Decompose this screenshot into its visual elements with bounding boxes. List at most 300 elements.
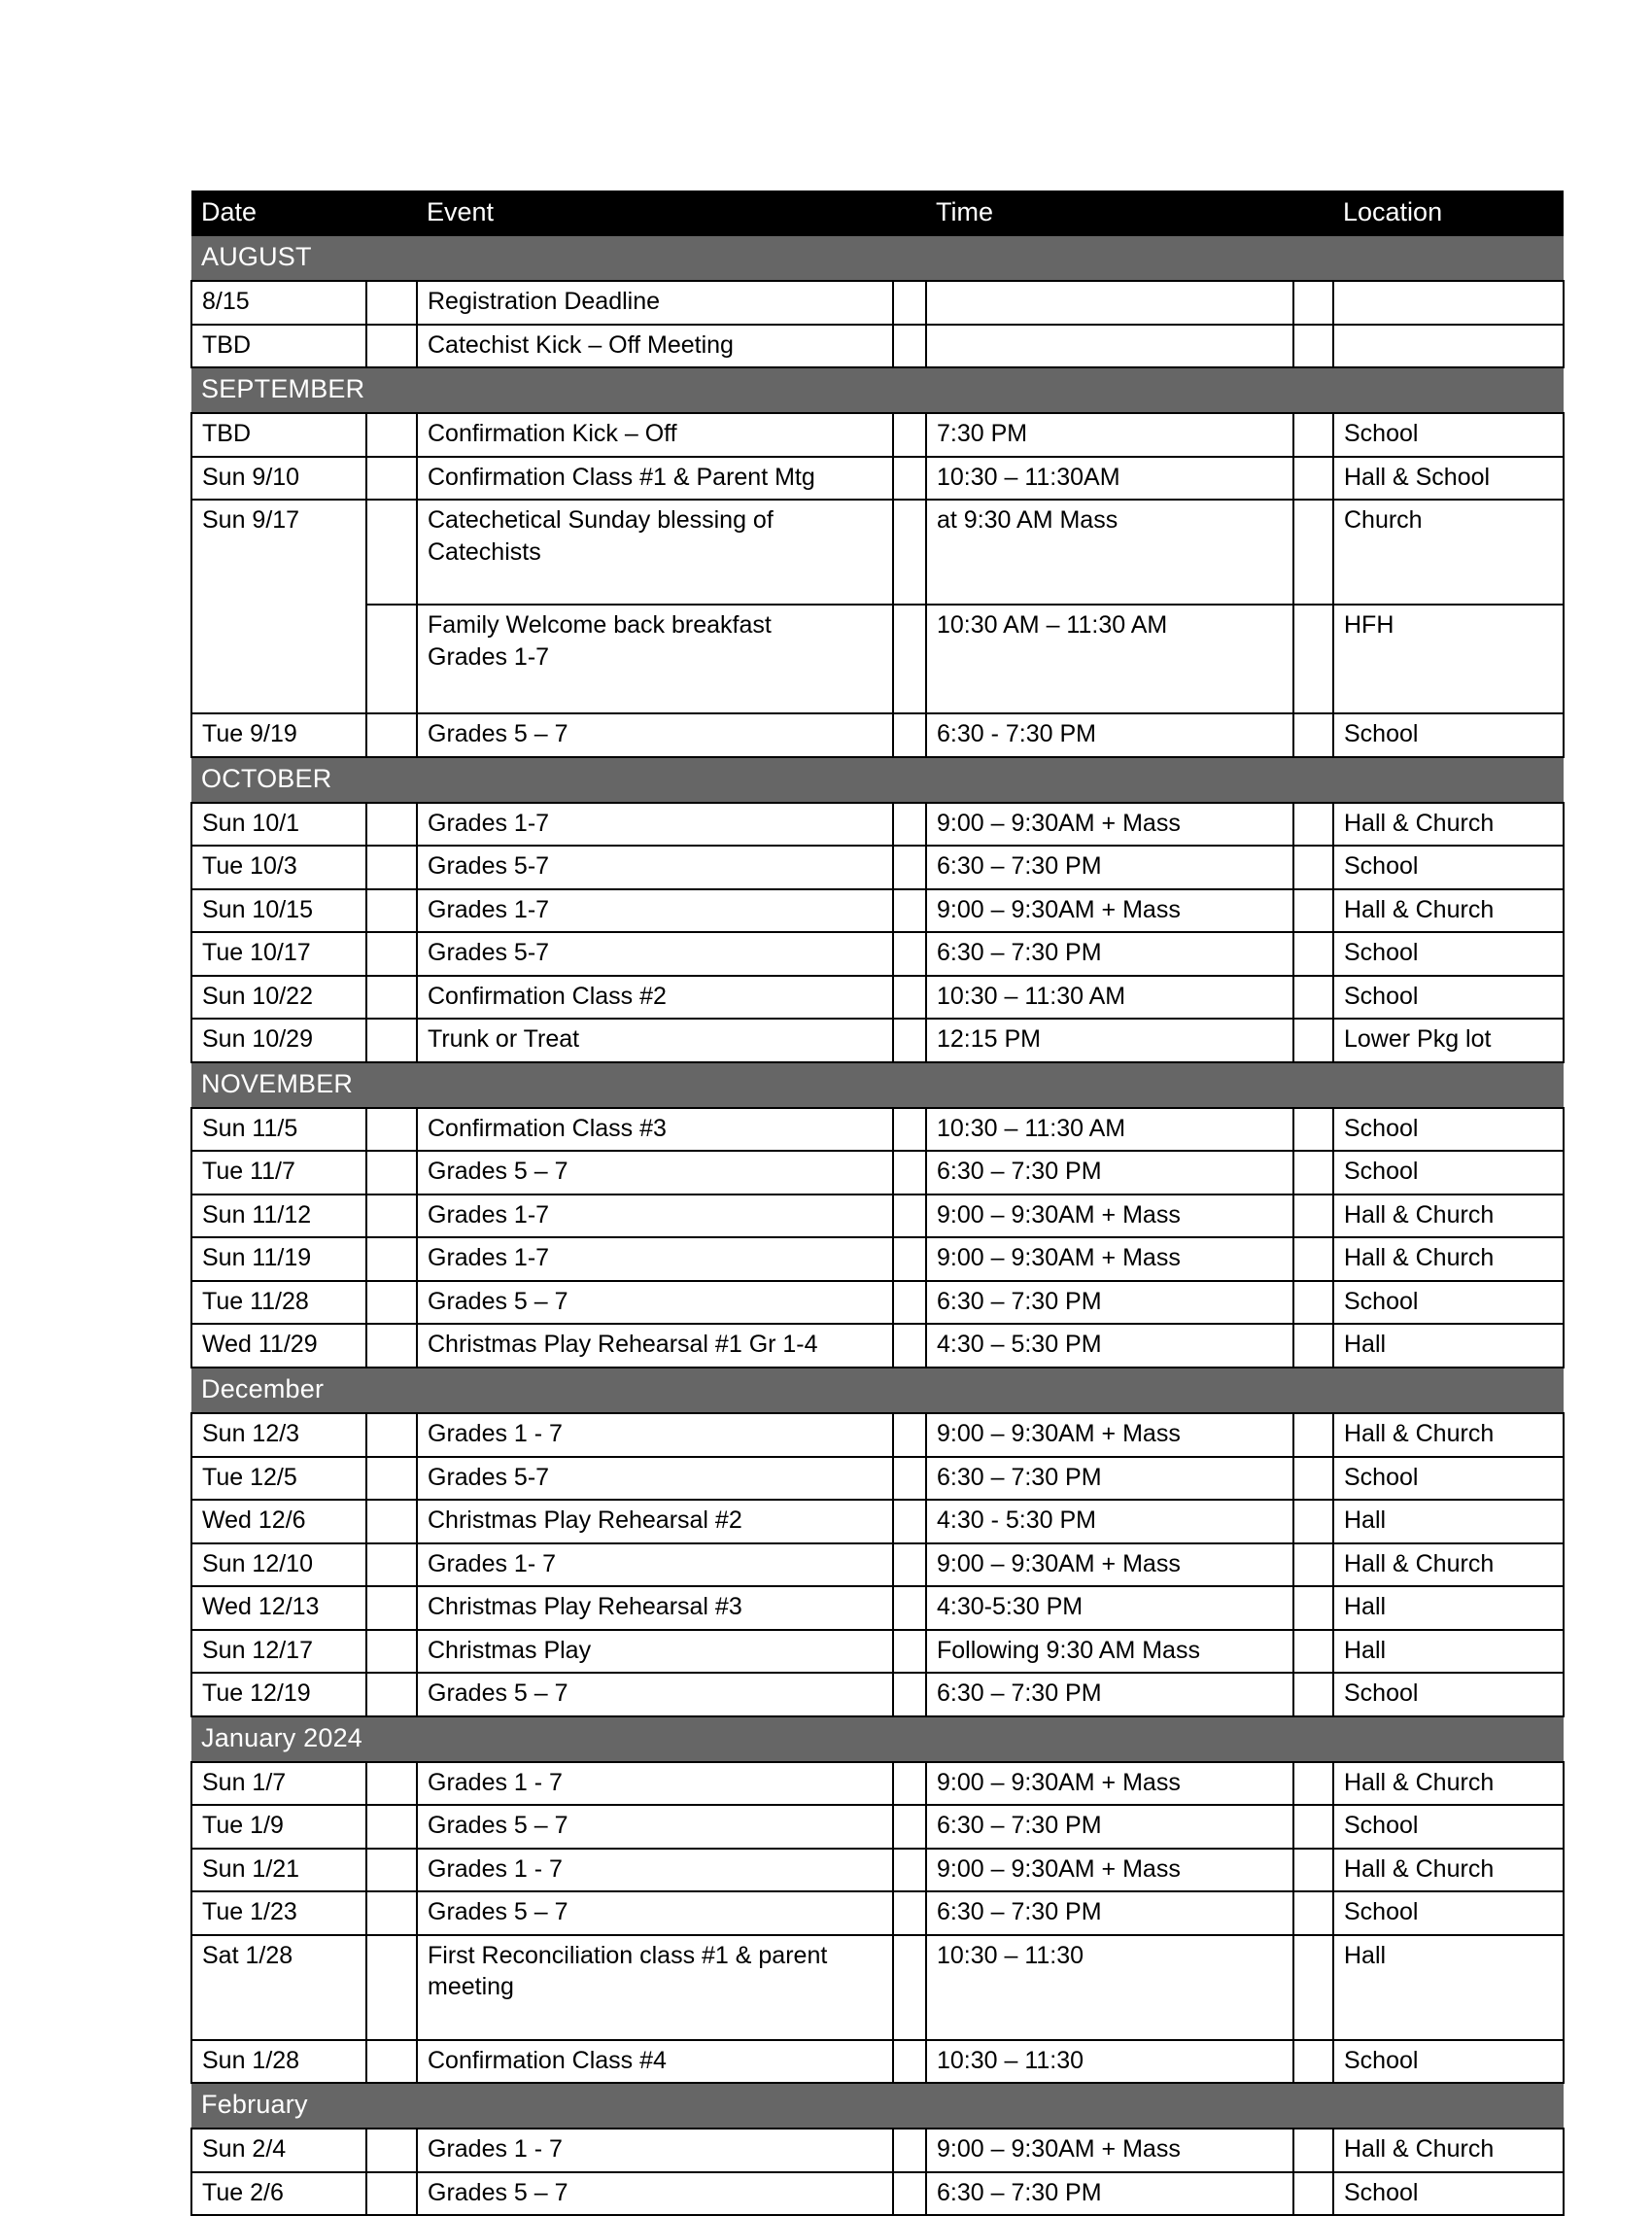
cell-location: Hall — [1333, 1500, 1564, 1543]
cell-spacer — [366, 1281, 417, 1325]
cell-date: Tue 2/6 — [191, 2172, 366, 2216]
cell-time: 10:30 – 11:30AM — [926, 457, 1293, 501]
cell-event: Grades 1-7 — [417, 803, 893, 847]
month-label: February — [191, 2083, 1564, 2129]
month-label: SEPTEMBER — [191, 367, 1564, 413]
cell-spacer — [893, 976, 926, 1020]
cell-spacer — [366, 713, 417, 757]
column-header-location: Location — [1333, 190, 1564, 236]
cell-spacer — [893, 1237, 926, 1281]
cell-spacer — [1293, 2129, 1333, 2172]
cell-time: 4:30 - 5:30 PM — [926, 1500, 1293, 1543]
table-row — [191, 1543, 1564, 1587]
month-band-february — [191, 2083, 1564, 2129]
cell-event: Grades 1 - 7 — [417, 1413, 893, 1457]
cell-spacer — [1293, 932, 1333, 976]
cell-spacer — [893, 413, 926, 457]
cell-spacer — [366, 846, 417, 889]
cell-spacer — [1293, 1500, 1333, 1543]
cell-spacer — [893, 1324, 926, 1368]
cell-event-line: Family Welcome back breakfast — [428, 611, 772, 640]
cell-date: Sun 1/21 — [191, 1849, 366, 1892]
cell-time: 6:30 - 7:30 PM — [926, 713, 1293, 757]
cell-spacer — [893, 605, 926, 713]
cell-spacer — [366, 889, 417, 933]
table-row — [191, 281, 1564, 325]
month-label: NOVEMBER — [191, 1062, 1564, 1108]
cell-date: Wed 11/29 — [191, 1324, 366, 1368]
cell-spacer — [366, 1935, 417, 2040]
cell-event: Grades 5 – 7 — [417, 1281, 893, 1325]
month-band-december — [191, 1368, 1564, 1413]
cell-location: Hall — [1333, 1324, 1564, 1368]
table-row — [191, 1500, 1564, 1543]
cell-spacer — [1293, 713, 1333, 757]
table-row — [191, 1237, 1564, 1281]
cell-location: School — [1333, 1457, 1564, 1501]
cell-event: Grades 5 – 7 — [417, 713, 893, 757]
cell-spacer — [1293, 413, 1333, 457]
cell-time: 9:00 – 9:30AM + Mass — [926, 803, 1293, 847]
column-header-spacer-1 — [366, 190, 417, 236]
cell-location: Hall & Church — [1333, 1237, 1564, 1281]
cell-date: Tue 1/23 — [191, 1891, 366, 1935]
month-label: December — [191, 1368, 1564, 1413]
cell-spacer — [366, 2040, 417, 2084]
table-row — [191, 803, 1564, 847]
cell-spacer — [893, 889, 926, 933]
month-band-october — [191, 757, 1564, 803]
cell-date: Tue 9/19 — [191, 713, 366, 757]
cell-event-line: Grades 1-7 — [428, 642, 550, 671]
table-row — [191, 1673, 1564, 1716]
month-label: OCTOBER — [191, 757, 1564, 803]
cell-event: Grades 5-7 — [417, 932, 893, 976]
schedule-container — [190, 190, 1563, 2216]
cell-time: 6:30 – 7:30 PM — [926, 1151, 1293, 1195]
table-row — [191, 1891, 1564, 1935]
table-row — [191, 846, 1564, 889]
table-row — [191, 1630, 1564, 1674]
cell-spacer — [893, 846, 926, 889]
month-label: January 2024 — [191, 1716, 1564, 1762]
table-row — [191, 1762, 1564, 1806]
cell-date: Sun 11/12 — [191, 1195, 366, 1238]
cell-spacer — [893, 1935, 926, 2040]
cell-spacer — [1293, 1630, 1333, 1674]
cell-date: Sun 10/29 — [191, 1019, 366, 1062]
cell-spacer — [366, 1891, 417, 1935]
cell-date: 8/15 — [191, 281, 366, 325]
cell-date: Sun 11/5 — [191, 1108, 366, 1152]
table-row — [191, 2172, 1564, 2216]
cell-spacer — [1293, 500, 1333, 605]
cell-event: Trunk or Treat — [417, 1019, 893, 1062]
cell-location: Hall & Church — [1333, 2129, 1564, 2172]
cell-spacer — [893, 1849, 926, 1892]
month-label: AUGUST — [191, 236, 1564, 281]
table-row — [191, 932, 1564, 976]
cell-time: 6:30 – 7:30 PM — [926, 1673, 1293, 1716]
month-band-september — [191, 367, 1564, 413]
cell-spacer — [893, 713, 926, 757]
cell-date: Sun 9/10 — [191, 457, 366, 501]
cell-location: Hall — [1333, 1586, 1564, 1630]
cell-event-line: Catechetical Sunday blessing of — [428, 506, 774, 535]
cell-event — [417, 500, 893, 605]
cell-spacer — [366, 1151, 417, 1195]
cell-location: Hall & School — [1333, 457, 1564, 501]
cell-date: TBD — [191, 325, 366, 368]
cell-location: School — [1333, 1805, 1564, 1849]
cell-event: Grades 1 - 7 — [417, 2129, 893, 2172]
cell-time — [926, 281, 1293, 325]
cell-location: School — [1333, 713, 1564, 757]
cell-time: 9:00 – 9:30AM + Mass — [926, 1543, 1293, 1587]
cell-spacer — [366, 500, 417, 605]
cell-spacer — [366, 1543, 417, 1587]
column-header-date: Date — [191, 190, 366, 236]
cell-event: Christmas Play Rehearsal #1 Gr 1-4 — [417, 1324, 893, 1368]
cell-location: School — [1333, 1281, 1564, 1325]
cell-location: School — [1333, 1673, 1564, 1716]
cell-spacer — [893, 2129, 926, 2172]
cell-spacer — [893, 803, 926, 847]
cell-spacer — [893, 1630, 926, 1674]
cell-spacer — [1293, 1413, 1333, 1457]
cell-date: Sun 12/3 — [191, 1413, 366, 1457]
cell-spacer — [1293, 1019, 1333, 1062]
cell-spacer — [366, 1500, 417, 1543]
cell-event: Confirmation Class #3 — [417, 1108, 893, 1152]
cell-location: Hall — [1333, 1935, 1564, 2040]
cell-time: 9:00 – 9:30AM + Mass — [926, 1762, 1293, 1806]
cell-spacer — [1293, 2172, 1333, 2216]
cell-spacer — [366, 1237, 417, 1281]
table-row — [191, 413, 1564, 457]
table-row — [191, 1195, 1564, 1238]
cell-spacer — [893, 500, 926, 605]
cell-event: Grades 5 – 7 — [417, 1805, 893, 1849]
cell-spacer — [366, 1762, 417, 1806]
cell-event: Grades 5 – 7 — [417, 1673, 893, 1716]
cell-spacer — [893, 2040, 926, 2084]
cell-spacer — [1293, 1891, 1333, 1935]
cell-location: School — [1333, 2040, 1564, 2084]
cell-spacer — [366, 1108, 417, 1152]
cell-event: Grades 5-7 — [417, 1457, 893, 1501]
cell-spacer — [893, 1413, 926, 1457]
cell-spacer — [366, 281, 417, 325]
cell-spacer — [366, 605, 417, 713]
table-row — [191, 1108, 1564, 1152]
table-row — [191, 889, 1564, 933]
cell-spacer — [1293, 1586, 1333, 1630]
cell-time: 6:30 – 7:30 PM — [926, 932, 1293, 976]
cell-spacer — [1293, 2040, 1333, 2084]
cell-location: School — [1333, 413, 1564, 457]
cell-date: Wed 12/6 — [191, 1500, 366, 1543]
cell-spacer — [1293, 1543, 1333, 1587]
cell-location: Hall & Church — [1333, 889, 1564, 933]
cell-spacer — [893, 1586, 926, 1630]
month-band-january — [191, 1716, 1564, 1762]
cell-date: Tue 11/7 — [191, 1151, 366, 1195]
cell-location: Hall & Church — [1333, 1762, 1564, 1806]
cell-date: TBD — [191, 413, 366, 457]
cell-time: at 9:30 AM Mass — [926, 500, 1293, 605]
column-header-spacer-3 — [1293, 190, 1333, 236]
cell-date: Sun 9/17 — [191, 500, 366, 713]
cell-location — [1333, 281, 1564, 325]
header-row — [191, 190, 1564, 236]
cell-event: Registration Deadline — [417, 281, 893, 325]
cell-time: 10:30 – 11:30 — [926, 2040, 1293, 2084]
cell-time: 4:30-5:30 PM — [926, 1586, 1293, 1630]
table-row — [191, 605, 1564, 713]
table-row — [191, 325, 1564, 368]
cell-location: School — [1333, 2172, 1564, 2216]
cell-date: Sun 12/10 — [191, 1543, 366, 1587]
cell-date: Tue 12/19 — [191, 1673, 366, 1716]
cell-date: Sun 10/15 — [191, 889, 366, 933]
cell-time: 6:30 – 7:30 PM — [926, 1457, 1293, 1501]
cell-event: Grades 1-7 — [417, 1237, 893, 1281]
cell-spacer — [893, 1019, 926, 1062]
cell-date: Sun 1/28 — [191, 2040, 366, 2084]
cell-spacer — [1293, 605, 1333, 713]
cell-location: HFH — [1333, 605, 1564, 713]
cell-event: Confirmation Class #2 — [417, 976, 893, 1020]
cell-date: Sun 12/17 — [191, 1630, 366, 1674]
table-row — [191, 1151, 1564, 1195]
cell-date: Tue 10/3 — [191, 846, 366, 889]
cell-location: Lower Pkg lot — [1333, 1019, 1564, 1062]
cell-location: School — [1333, 932, 1564, 976]
cell-spacer — [893, 1891, 926, 1935]
cell-spacer — [893, 1151, 926, 1195]
cell-location: Hall & Church — [1333, 1849, 1564, 1892]
cell-date: Sat 1/28 — [191, 1935, 366, 2040]
cell-location: School — [1333, 976, 1564, 1020]
cell-spacer — [1293, 1935, 1333, 2040]
cell-location — [1333, 325, 1564, 368]
cell-spacer — [1293, 1151, 1333, 1195]
cell-date: Sun 11/19 — [191, 1237, 366, 1281]
cell-event — [417, 1935, 893, 2040]
cell-event-line: Catechists — [428, 537, 541, 566]
cell-spacer — [1293, 1849, 1333, 1892]
cell-spacer — [893, 932, 926, 976]
cell-spacer — [893, 1281, 926, 1325]
cell-spacer — [893, 1457, 926, 1501]
column-header-event: Event — [417, 190, 893, 236]
cell-spacer — [1293, 281, 1333, 325]
column-header-spacer-2 — [893, 190, 926, 236]
cell-time: 6:30 – 7:30 PM — [926, 1891, 1293, 1935]
cell-time: 9:00 – 9:30AM + Mass — [926, 889, 1293, 933]
cell-event: Grades 5 – 7 — [417, 1891, 893, 1935]
cell-time: 6:30 – 7:30 PM — [926, 1805, 1293, 1849]
table-row — [191, 1457, 1564, 1501]
cell-time: Following 9:30 AM Mass — [926, 1630, 1293, 1674]
cell-event: Christmas Play Rehearsal #2 — [417, 1500, 893, 1543]
cell-date: Sun 10/22 — [191, 976, 366, 1020]
cell-spacer — [1293, 1762, 1333, 1806]
cell-event: Grades 1- 7 — [417, 1543, 893, 1587]
cell-spacer — [1293, 1195, 1333, 1238]
cell-event: Christmas Play Rehearsal #3 — [417, 1586, 893, 1630]
cell-location: Hall & Church — [1333, 1543, 1564, 1587]
cell-spacer — [1293, 1805, 1333, 1849]
cell-date: Tue 1/9 — [191, 1805, 366, 1849]
cell-time: 9:00 – 9:30AM + Mass — [926, 1195, 1293, 1238]
cell-spacer — [1293, 889, 1333, 933]
cell-time: 6:30 – 7:30 PM — [926, 846, 1293, 889]
cell-location: Church — [1333, 500, 1564, 605]
cell-spacer — [366, 1019, 417, 1062]
table-row — [191, 457, 1564, 501]
cell-location: Hall — [1333, 1630, 1564, 1674]
table-row — [191, 1849, 1564, 1892]
cell-spacer — [1293, 1673, 1333, 1716]
cell-spacer — [893, 1805, 926, 1849]
cell-location: School — [1333, 1891, 1564, 1935]
cell-spacer — [893, 457, 926, 501]
cell-date: Sun 2/4 — [191, 2129, 366, 2172]
cell-event: Confirmation Class #4 — [417, 2040, 893, 2084]
table-row — [191, 1324, 1564, 1368]
cell-time: 9:00 – 9:30AM + Mass — [926, 1413, 1293, 1457]
cell-spacer — [893, 1543, 926, 1587]
cell-date: Sun 10/1 — [191, 803, 366, 847]
cell-spacer — [893, 281, 926, 325]
table-row — [191, 1935, 1564, 2040]
cell-spacer — [1293, 976, 1333, 1020]
cell-spacer — [1293, 1108, 1333, 1152]
table-row — [191, 2040, 1564, 2084]
cell-time: 12:15 PM — [926, 1019, 1293, 1062]
month-band-november — [191, 1062, 1564, 1108]
cell-event: Grades 1-7 — [417, 889, 893, 933]
cell-spacer — [366, 413, 417, 457]
cell-time: 9:00 – 9:30AM + Mass — [926, 2129, 1293, 2172]
schedule-table — [190, 190, 1565, 2216]
month-band-august — [191, 236, 1564, 281]
cell-time: 10:30 – 11:30 — [926, 1935, 1293, 2040]
cell-spacer — [893, 1673, 926, 1716]
cell-event: Grades 5 – 7 — [417, 1151, 893, 1195]
cell-spacer — [1293, 803, 1333, 847]
cell-time: 10:30 – 11:30 AM — [926, 976, 1293, 1020]
cell-date: Wed 12/13 — [191, 1586, 366, 1630]
cell-location: Hall & Church — [1333, 1413, 1564, 1457]
cell-spacer — [1293, 457, 1333, 501]
cell-spacer — [1293, 1281, 1333, 1325]
cell-spacer — [366, 1413, 417, 1457]
cell-time: 9:00 – 9:30AM + Mass — [926, 1849, 1293, 1892]
cell-spacer — [893, 1195, 926, 1238]
table-row — [191, 1281, 1564, 1325]
table-row — [191, 1019, 1564, 1062]
cell-event-line: meeting — [428, 1973, 514, 2001]
column-header-time: Time — [926, 190, 1293, 236]
cell-date: Tue 12/5 — [191, 1457, 366, 1501]
cell-spacer — [893, 2172, 926, 2216]
cell-spacer — [366, 803, 417, 847]
cell-event-line: First Reconciliation class #1 & parent — [428, 1941, 828, 1969]
cell-event: Grades 5-7 — [417, 846, 893, 889]
cell-spacer — [893, 1108, 926, 1152]
cell-event: Grades 5 – 7 — [417, 2172, 893, 2216]
cell-spacer — [366, 1195, 417, 1238]
cell-spacer — [366, 1457, 417, 1501]
cell-event: Christmas Play — [417, 1630, 893, 1674]
cell-time: 9:00 – 9:30AM + Mass — [926, 1237, 1293, 1281]
cell-time: 10:30 AM – 11:30 AM — [926, 605, 1293, 713]
cell-location: School — [1333, 1108, 1564, 1152]
cell-spacer — [1293, 325, 1333, 368]
cell-spacer — [366, 325, 417, 368]
cell-spacer — [366, 1849, 417, 1892]
table-body — [191, 236, 1564, 2215]
cell-time: 4:30 – 5:30 PM — [926, 1324, 1293, 1368]
cell-spacer — [893, 1500, 926, 1543]
cell-spacer — [366, 1673, 417, 1716]
cell-spacer — [366, 1586, 417, 1630]
table-row — [191, 976, 1564, 1020]
cell-spacer — [366, 457, 417, 501]
cell-time: 6:30 – 7:30 PM — [926, 2172, 1293, 2216]
cell-event — [417, 605, 893, 713]
cell-spacer — [366, 1805, 417, 1849]
cell-spacer — [366, 2129, 417, 2172]
cell-time: 7:30 PM — [926, 413, 1293, 457]
table-row — [191, 1413, 1564, 1457]
cell-spacer — [366, 2172, 417, 2216]
cell-time: 6:30 – 7:30 PM — [926, 1281, 1293, 1325]
cell-event: Confirmation Kick – Off — [417, 413, 893, 457]
table-row — [191, 2129, 1564, 2172]
cell-location: Hall & Church — [1333, 1195, 1564, 1238]
cell-spacer — [1293, 1457, 1333, 1501]
cell-event: Confirmation Class #1 & Parent Mtg — [417, 457, 893, 501]
cell-event: Grades 1 - 7 — [417, 1849, 893, 1892]
cell-date: Tue 10/17 — [191, 932, 366, 976]
cell-spacer — [893, 1762, 926, 1806]
cell-date: Tue 11/28 — [191, 1281, 366, 1325]
cell-time: 10:30 – 11:30 AM — [926, 1108, 1293, 1152]
cell-location: School — [1333, 846, 1564, 889]
cell-spacer — [893, 325, 926, 368]
table-row — [191, 1586, 1564, 1630]
cell-spacer — [366, 1630, 417, 1674]
cell-event: Grades 1-7 — [417, 1195, 893, 1238]
cell-time — [926, 325, 1293, 368]
table-row — [191, 1805, 1564, 1849]
cell-spacer — [366, 932, 417, 976]
cell-event: Grades 1 - 7 — [417, 1762, 893, 1806]
cell-spacer — [366, 1324, 417, 1368]
table-header — [191, 190, 1564, 236]
cell-spacer — [366, 976, 417, 1020]
cell-location: Hall & Church — [1333, 803, 1564, 847]
table-row — [191, 713, 1564, 757]
table-row — [191, 500, 1564, 605]
cell-event: Catechist Kick – Off Meeting — [417, 325, 893, 368]
cell-location: School — [1333, 1151, 1564, 1195]
cell-date: Sun 1/7 — [191, 1762, 366, 1806]
